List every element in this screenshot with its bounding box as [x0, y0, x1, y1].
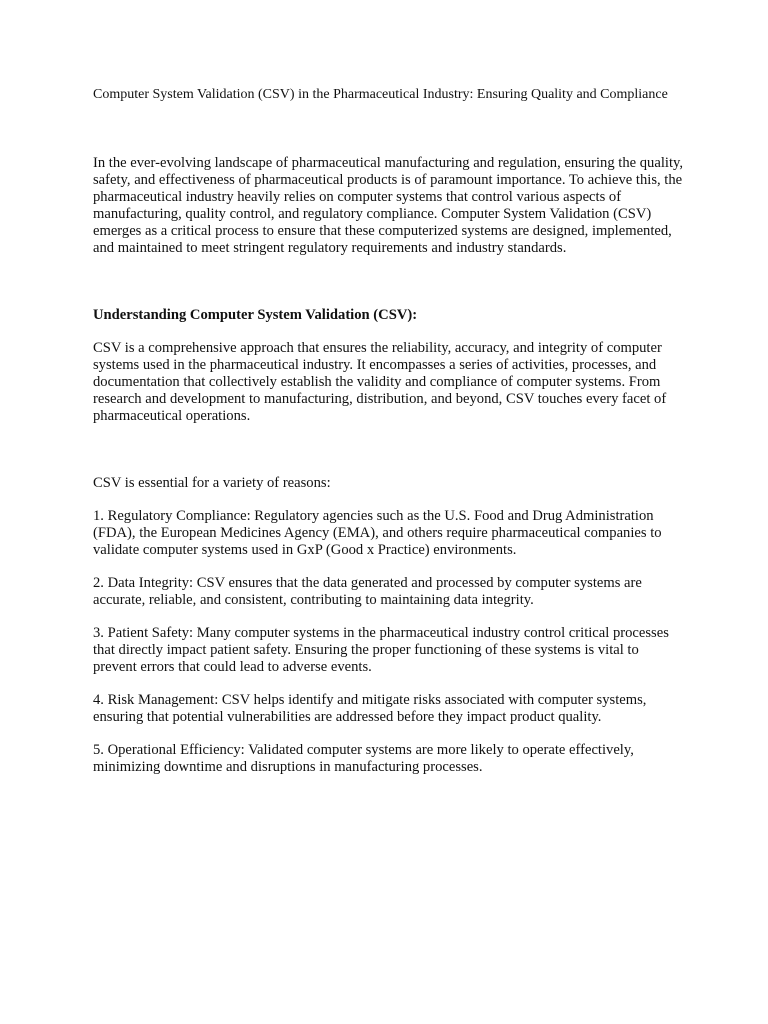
list-item: 2. Data Integrity: CSV ensures that the data generated and processed by computer systems are accurate, reliable, and consistent, contributing to maintaining data integrity.: [93, 575, 642, 608]
reasons-intro: CSV is essential for a variety of reasons:: [93, 475, 331, 491]
list-item: 4. Risk Management: CSV helps identify and mitigate risks associated with computer systems, ensuring that potential vulnerabilities are addressed before they impact product quality.: [93, 692, 647, 725]
list-item: 3. Patient Safety: Many computer systems in the pharmaceutical industry control critical processes that directly impact patient safety. Ensuring the proper functioning of these systems is vital to prevent errors that could lead to adverse events.: [93, 625, 669, 675]
section-paragraph: CSV is a comprehensive approach that ensures the reliability, accuracy, and integrity of computer systems used in the pharmaceutical industry. It encompasses a series of activities, processes, and documentation that collectively establish the validity and compliance of computer systems. From research and development to manufacturing, distribution, and beyond, CSV touches every facet of pharmaceutical operations.: [93, 340, 667, 424]
list-item: 1. Regulatory Compliance: Regulatory agencies such as the U.S. Food and Drug Administration (FDA), the European Medicines Agency (EMA), and others require pharmaceutical companies to validate computer systems used in GxP (Good x Practice) environments.: [93, 508, 662, 558]
document-title: Computer System Validation (CSV) in the Pharmaceutical Industry: Ensuring Quality and Compliance: [93, 87, 668, 102]
reasons-list: [93, 508, 683, 776]
list-item: 5. Operational Efficiency: Validated computer systems are more likely to operate effectively, minimizing downtime and disruptions in manufacturing processes.: [93, 742, 634, 775]
section-heading: Understanding Computer System Validation (CSV):: [93, 307, 418, 323]
document-page: [93, 86, 683, 776]
intro-paragraph: In the ever-evolving landscape of pharmaceutical manufacturing and regulation, ensuring the quality, safety, and effectiveness of pharmaceutical products is of paramount importance. To achieve this, the pharmaceutical industry heavily relies on computer systems that control various aspects of manufacturing, quality control, and regulatory compliance. Computer System Validation (CSV) emerges as a critical process to ensure that these computerized systems are designed, implemented, and maintained to meet stringent regulatory requirements and industry standards.: [93, 155, 683, 256]
